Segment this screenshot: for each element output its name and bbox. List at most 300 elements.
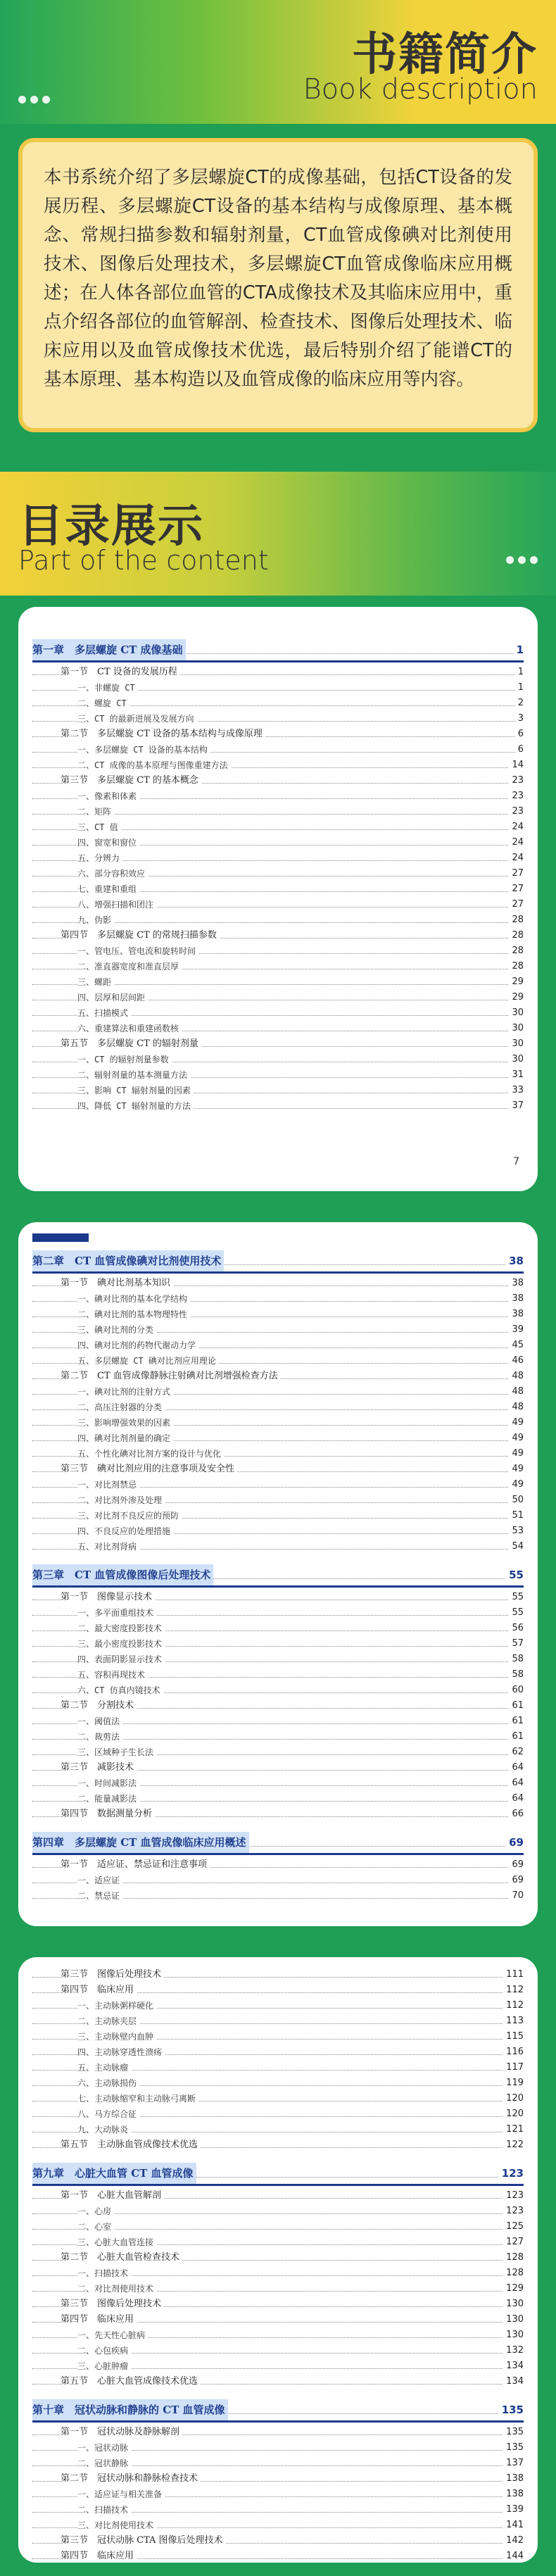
chapter-underline <box>32 2420 524 2423</box>
toc-entry-page: 48 <box>509 1369 524 1384</box>
toc-section-row <box>32 2137 524 2153</box>
toc-chapter-row <box>32 1564 524 1585</box>
toc-entry-page: 122 <box>503 2137 524 2153</box>
toc-item-row <box>32 2204 524 2219</box>
toc-section-row <box>32 2425 524 2440</box>
toc-entry-page: 60 <box>509 1683 524 1698</box>
toc-section-row <box>32 1857 524 1873</box>
toc-entry-label: 四、表面阴影显示技术 <box>77 1652 165 1667</box>
toc-list <box>32 1250 524 1904</box>
toc-entry-page: 138 <box>503 2471 524 2487</box>
toc-entry-page: 23 <box>509 773 524 788</box>
toc-entry-label: 第三节 碘对比剂应用的注意事项及安全性 <box>61 1462 237 1477</box>
toc-item-row <box>32 696 524 711</box>
toc-entry-label: 五、分辨力 <box>77 850 122 866</box>
toc-entry-page: 121 <box>503 2122 524 2137</box>
toc-item-row <box>32 1621 524 1636</box>
toc-item-row <box>32 1539 524 1554</box>
toc-entry-label: 五、个性化碘对比剂方案的设计与优化 <box>77 1446 224 1462</box>
toc-entry-label: 第三章 CT 血管成像图像后处理技术 <box>32 1564 213 1585</box>
toc-entry-page: 23 <box>509 804 524 819</box>
toc-entry-page: 3 <box>515 711 524 727</box>
toc-entry-page: 6 <box>515 742 524 758</box>
toc-entry-page: 39 <box>509 1322 524 1338</box>
toc-entry-page: 112 <box>503 1983 524 1998</box>
toc-item-row <box>32 1745 524 1760</box>
toc-item-row <box>32 742 524 758</box>
toc-entry-page: 69 <box>509 1873 524 1888</box>
toc-item-row <box>32 2281 524 2297</box>
toc-entry-page: 141 <box>503 2518 524 2533</box>
toc-entry-page: 30 <box>509 1021 524 1036</box>
intro-text: 本书系统介绍了多层螺旋CT的成像基础，包括CT设备的发展历程、多层螺旋CT设备的基本结构与成像原理、基本概念、常规扫描参数和辐射剂量，CT血管成像碘对比剂使用技术、图像后处理技术，多层螺旋CT血管成像临床应用概述；在人体各部位血管的CTA成像技术及其临床应用中，重点介绍各部位的血管解剖、检查技术、图像后处理技术、临床应用以及血管成像技术优选，最后特别介绍了能谱CT的基本原理、基本构造以及血管成像的临床应用等内容。 <box>44 167 512 390</box>
toc-entry-label: 三、影响增强效果的因素 <box>77 1415 173 1431</box>
toc-entry-page: 123 <box>503 2204 524 2219</box>
toc-entry-label: 六、部分容积效应 <box>77 866 148 881</box>
toc-item-row <box>32 1652 524 1667</box>
toc-section-row <box>32 2549 524 2563</box>
toc-item-row <box>32 788 524 804</box>
chapter-underline <box>32 1585 524 1588</box>
toc-entry-label: 三、主动脉壁内血肿 <box>77 2029 156 2044</box>
toc-entry-label: 七、重建和重组 <box>77 881 139 897</box>
toc-entry-page: 132 <box>503 2343 524 2358</box>
toc-entry-label: 二、能量减影法 <box>77 1791 139 1807</box>
toc-entry-page: 1 <box>514 639 524 660</box>
toc-entry-label: 第四节 数据测量分析 <box>61 1807 155 1822</box>
toc-entry-label: 四、碘对比剂的药物代谢动力学 <box>77 1338 198 1353</box>
toc-entry-page: 38 <box>506 1250 524 1271</box>
toc-section-row <box>32 1698 524 1714</box>
toc-item-row <box>32 2502 524 2518</box>
toc-entry-page: 139 <box>503 2502 524 2518</box>
toc-entry-page: 61 <box>509 1729 524 1745</box>
toc-chapter-row <box>32 2163 524 2184</box>
toc-item-row <box>32 1888 524 1904</box>
toc-entry-label: 第四节 临床应用 <box>61 1983 137 1998</box>
toc-section-row <box>32 1807 524 1822</box>
toc-entry-page: 64 <box>509 1760 524 1776</box>
toc-entry-page: 127 <box>503 2235 524 2250</box>
toc-entry-label: 七、主动脉缩窄和主动脉弓离断 <box>77 2091 198 2106</box>
toc-item-row <box>32 850 524 866</box>
toc-item-row <box>32 2440 524 2456</box>
toc-item-row <box>32 866 524 881</box>
toc-item-row <box>32 959 524 974</box>
toc-entry-label: 二、辐射剂量的基本测量方法 <box>77 1067 190 1083</box>
toc-entry-page: 55 <box>509 1590 524 1605</box>
toc-entry-label: 一、对比剂禁忌 <box>77 1477 139 1493</box>
header-tab <box>32 1233 89 1242</box>
toc-entry-page: 64 <box>509 1776 524 1791</box>
toc-entry-page: 48 <box>509 1400 524 1415</box>
toc-entry-page: 50 <box>509 1493 524 1508</box>
toc-entry-page: 69 <box>509 1857 524 1873</box>
toc-entry-label: 一、适应证与相关准备 <box>77 2487 165 2502</box>
toc-item-row <box>32 804 524 819</box>
toc-entry-label: 第五节 多层螺旋 CT 的辐射剂量 <box>61 1036 201 1052</box>
toc-item-row <box>32 1446 524 1462</box>
toc-entry-label: 二、扫描技术 <box>77 2502 131 2518</box>
toc-entry-page: 111 <box>503 1967 524 1983</box>
toc-entry-label: 第二节 分割技术 <box>61 1698 137 1714</box>
intro-section <box>0 124 556 472</box>
toc-item-row <box>32 1776 524 1791</box>
toc-entry-label: 二、CT 成像的基本原理与图像重建方法 <box>77 758 231 773</box>
toc-entry-page: 142 <box>503 2533 524 2549</box>
toc-entry-label: 二、高压注射器的分类 <box>77 1400 165 1415</box>
toc-entry-label: 二、矩阵 <box>77 804 114 819</box>
toc-entry-label: 第一节 图像显示技术 <box>61 1590 155 1605</box>
toc-entry-label: 三、区域种子生长法 <box>77 1745 156 1760</box>
toc-section-row <box>32 2188 524 2204</box>
toc-entry-label: 二、螺旋 CT <box>77 696 129 711</box>
toc-entry-label: 第二节 心脏大血管检查技术 <box>61 2250 182 2266</box>
book-description-banner <box>0 0 556 124</box>
toc-entry-page: 49 <box>509 1415 524 1431</box>
toc-entry-page: 128 <box>503 2250 524 2266</box>
toc-entry-label: 一、适应证 <box>77 1873 122 1888</box>
toc-entry-page: 129 <box>503 2281 524 2297</box>
toc-entry-page: 66 <box>509 1807 524 1822</box>
toc-entry-page: 120 <box>503 2091 524 2106</box>
toc-entry-label: 一、管电压、管电流和旋转时间 <box>77 943 198 959</box>
toc-entry-page: 137 <box>503 2456 524 2471</box>
toc-item-row <box>32 2487 524 2502</box>
toc-entry-label: 三、心脏肿瘤 <box>77 2358 131 2374</box>
toc-entry-page: 135 <box>503 2425 524 2440</box>
toc-entry-page: 116 <box>503 2044 524 2060</box>
toc-item-row <box>32 2327 524 2343</box>
toc-entry-page: 27 <box>509 866 524 881</box>
toc-entry-page: 24 <box>509 835 524 850</box>
toc-section-row <box>32 2297 524 2312</box>
toc-entry-label: 四、主动脉穿透性溃疡 <box>77 2044 165 2060</box>
toc-entry-page: 130 <box>503 2312 524 2327</box>
toc-entry-page: 49 <box>509 1462 524 1477</box>
toc-item-row <box>32 2029 524 2044</box>
toc-entry-page: 1 <box>515 680 524 696</box>
toc-entry-page: 123 <box>503 2188 524 2204</box>
toc-entry-label: 一、碘对比剂的基本化学结构 <box>77 1291 190 1307</box>
toc-section-row <box>32 773 524 788</box>
toc-section-row <box>32 1760 524 1776</box>
toc-entry-page: 31 <box>509 1067 524 1083</box>
toc-entry-label: 第九章 心脏大血管 CT 血管成像 <box>32 2163 196 2184</box>
toc-entry-page: 113 <box>503 2013 524 2029</box>
toc-entry-label: 二、冠状静脉 <box>77 2456 131 2471</box>
toc-entry-label: 六、CT 仿真内镜技术 <box>77 1683 163 1698</box>
toc-chapter-row <box>32 639 524 660</box>
toc-entry-label: 三、CT 的最新进展及发展方向 <box>77 711 197 727</box>
toc-entry-page: 29 <box>509 990 524 1005</box>
toc-entry-label: 四、层厚和层间距 <box>77 990 148 1005</box>
toc-entry-page: 54 <box>509 1539 524 1554</box>
toc-entry-label: 第三节 图像后处理技术 <box>61 2297 164 2312</box>
toc-entry-label: 一、碘对比剂的注射方式 <box>77 1384 173 1400</box>
toc-entry-label: 一、多层螺旋 CT 设备的基本结构 <box>77 742 210 758</box>
toc-item-row <box>32 943 524 959</box>
toc-item-row <box>32 1431 524 1446</box>
toc-entry-page: 49 <box>509 1477 524 1493</box>
toc-item-row <box>32 1098 524 1114</box>
contents-title: 目录展示 <box>18 501 204 553</box>
decorative-dots <box>18 96 50 103</box>
toc-entry-page: 119 <box>503 2075 524 2091</box>
toc-entry-label: 二、对比剂使用技术 <box>77 2281 156 2297</box>
toc-entry-label: 二、心包疾病 <box>77 2343 131 2358</box>
toc-item-row <box>32 2060 524 2075</box>
toc-entry-label: 第一章 多层螺旋 CT 成像基础 <box>32 639 186 660</box>
toc-entry-page: 49 <box>509 1431 524 1446</box>
toc-item-row <box>32 680 524 696</box>
toc-item-row <box>32 819 524 835</box>
toc-entry-label: 第一节 CT 设备的发展历程 <box>61 665 180 680</box>
toc-entry-label: 第一节 心脏大血管解剖 <box>61 2188 164 2204</box>
toc-entry-label: 一、心房 <box>77 2204 114 2219</box>
toc-item-row <box>32 1291 524 1307</box>
toc-entry-label: 第五节 主动脉血管成像技术优选 <box>61 2137 201 2153</box>
toc-entry-page: 48 <box>509 1384 524 1400</box>
toc-entry-page: 55 <box>509 1605 524 1621</box>
toc-entry-page: 62 <box>509 1745 524 1760</box>
decorative-dots <box>506 556 538 564</box>
toc-entry-label: 九、伪影 <box>77 912 114 928</box>
toc-entry-label: 一、先天性心脏病 <box>77 2327 148 2343</box>
toc-item-row <box>32 2343 524 2358</box>
toc-item-row <box>32 1400 524 1415</box>
toc-entry-page: 128 <box>503 2266 524 2281</box>
toc-section-row <box>32 2374 524 2389</box>
toc-entry-label: 九、大动脉炎 <box>77 2122 131 2137</box>
toc-item-row <box>32 1052 524 1067</box>
toc-chapter-row <box>32 1832 524 1853</box>
toc-entry-page: 134 <box>503 2358 524 2374</box>
toc-entry-label: 第一节 碘对比剂基本知识 <box>61 1276 173 1291</box>
toc-item-row <box>32 2075 524 2091</box>
toc-entry-label: 三、CT 值 <box>77 819 121 835</box>
toc-entry-label: 第三节 图像后处理技术 <box>61 1967 164 1983</box>
toc-entry-label: 五、容积再现技术 <box>77 1667 148 1683</box>
toc-entry-label: 第三节 冠状动脉 CTA 图像后处理技术 <box>61 2533 226 2549</box>
toc-entry-page: 117 <box>503 2060 524 2075</box>
toc-entry-label: 一、非螺旋 CT <box>77 680 138 696</box>
book-description-subtitle: Book description <box>303 73 538 106</box>
toc-entry-page: 30 <box>509 1036 524 1052</box>
toc-entry-label: 第十章 冠状动脉和静脉的 CT 血管成像 <box>32 2399 228 2420</box>
toc-entry-page: 61 <box>509 1714 524 1729</box>
toc-entry-page: 38 <box>509 1307 524 1322</box>
toc-entry-page: 37 <box>509 1098 524 1114</box>
toc-item-row <box>32 1791 524 1807</box>
toc-section-row <box>32 2312 524 2327</box>
toc-chapter-row <box>32 2399 524 2420</box>
toc-entry-label: 六、主动脉损伤 <box>77 2075 139 2091</box>
toc-item-row <box>32 2518 524 2533</box>
toc-item-row <box>32 881 524 897</box>
toc-entry-page: 30 <box>509 1052 524 1067</box>
toc-entry-label: 二、心室 <box>77 2219 114 2235</box>
chapter-underline <box>32 2184 524 2186</box>
toc-item-row <box>32 1353 524 1369</box>
page-number: 7 <box>513 1156 519 1167</box>
toc-item-row <box>32 1714 524 1729</box>
toc-entry-label: 三、对比剂不良反应的预防 <box>77 1508 182 1523</box>
toc-entry-label: 第一节 适应证、禁忌证和注意事项 <box>61 1857 210 1873</box>
toc-entry-page: 28 <box>509 912 524 928</box>
toc-entry-page: 57 <box>509 1636 524 1652</box>
toc-entry-page: 28 <box>509 959 524 974</box>
toc-entry-page: 27 <box>509 881 524 897</box>
toc-entry-page: 23 <box>509 788 524 804</box>
toc-entry-label: 二、裁剪法 <box>77 1729 122 1745</box>
toc-entry-label: 二、对比剂外渗及处理 <box>77 1493 165 1508</box>
toc-entry-label: 第四节 临床应用 <box>61 2549 137 2563</box>
toc-item-row <box>32 1477 524 1493</box>
toc-entry-page: 6 <box>515 727 524 742</box>
toc-section-row <box>32 1276 524 1291</box>
toc-entry-page: 28 <box>509 943 524 959</box>
chapter-underline <box>32 1271 524 1274</box>
toc-entry-page: 14 <box>509 758 524 773</box>
toc-section-row <box>32 727 524 742</box>
toc-section-row <box>32 1590 524 1605</box>
toc-item-row <box>32 897 524 912</box>
toc-item-row <box>32 1683 524 1698</box>
toc-entry-label: 四、不良反应的处理措施 <box>77 1523 173 1539</box>
toc-entry-label: 四、窗宽和窗位 <box>77 835 139 850</box>
toc-item-row <box>32 1729 524 1745</box>
toc-entry-page: 58 <box>509 1667 524 1683</box>
toc-item-row <box>32 1307 524 1322</box>
toc-item-row <box>32 2013 524 2029</box>
toc-item-row <box>32 1605 524 1621</box>
toc-entry-label: 第四节 临床应用 <box>61 2312 137 2327</box>
toc-entry-label: 一、CT 的辐射剂量参数 <box>77 1052 172 1067</box>
toc-entry-label: 八、增强扫描和团注 <box>77 897 156 912</box>
toc-entry-page: 29 <box>509 974 524 990</box>
toc-item-row <box>32 1338 524 1353</box>
toc-list <box>32 639 524 1114</box>
toc-entry-label: 三、最小密度投影技术 <box>77 1636 165 1652</box>
toc-entry-page: 64 <box>509 1791 524 1807</box>
toc-entry-page: 28 <box>509 928 524 943</box>
toc-entry-page: 135 <box>499 2399 524 2420</box>
toc-entry-label: 一、阈值法 <box>77 1714 122 1729</box>
toc-entry-label: 二、主动脉夹层 <box>77 2013 139 2029</box>
toc-entry-label: 一、冠状动脉 <box>77 2440 131 2456</box>
toc-item-row <box>32 1067 524 1083</box>
toc-entry-page: 120 <box>503 2106 524 2122</box>
toc-entry-label: 五、扫描模式 <box>77 1005 131 1021</box>
toc-entry-label: 第二节 多层螺旋 CT 设备的基本结构与成像原理 <box>61 727 265 742</box>
toc-entry-label: 四、碘对比剂剂量的确定 <box>77 1431 173 1446</box>
book-description-title: 书籍简介 <box>352 29 538 81</box>
toc-section-row <box>32 1369 524 1384</box>
toc-entry-page: 45 <box>509 1338 524 1353</box>
contents-banner <box>0 472 556 596</box>
toc-entry-page: 2 <box>515 696 524 711</box>
chapter-underline <box>32 1853 524 1855</box>
toc-section-row <box>32 1983 524 1998</box>
toc-item-row <box>32 990 524 1005</box>
toc-item-row <box>32 2106 524 2122</box>
toc-item-row <box>32 1523 524 1539</box>
toc-entry-label: 三、螺距 <box>77 974 114 990</box>
toc-item-row <box>32 1415 524 1431</box>
toc-entry-label: 第一节 冠状动脉及静脉解剖 <box>61 2425 182 2440</box>
toc-entry-page: 61 <box>509 1698 524 1714</box>
toc-entry-label: 第五节 心脏大血管成像技术优选 <box>61 2374 201 2389</box>
toc-page-1 <box>18 607 538 1191</box>
toc-section-row <box>32 928 524 943</box>
toc-entry-page: 144 <box>503 2549 524 2563</box>
toc-entry-label: 五、对比剂肾病 <box>77 1539 139 1554</box>
toc-entry-page: 24 <box>509 850 524 866</box>
toc-entry-page: 130 <box>503 2327 524 2343</box>
toc-entry-page: 33 <box>509 1083 524 1098</box>
toc-item-row <box>32 1493 524 1508</box>
toc-entry-label: 第四章 多层螺旋 CT 血管成像临床应用概述 <box>32 1832 249 1853</box>
toc-item-row <box>32 835 524 850</box>
toc-chapter-row <box>32 1250 524 1271</box>
toc-item-row <box>32 2456 524 2471</box>
toc-entry-label: 三、心脏大血管连接 <box>77 2235 156 2250</box>
toc-entry-page: 56 <box>509 1621 524 1636</box>
toc-entry-page: 70 <box>509 1888 524 1904</box>
toc-section-row <box>32 1967 524 1983</box>
toc-entry-page: 125 <box>503 2219 524 2235</box>
toc-item-row <box>32 1083 524 1098</box>
toc-entry-page: 1 <box>515 665 524 680</box>
toc-entry-label: 三、影响 CT 辐射剂量的因素 <box>77 1083 194 1098</box>
toc-entry-label: 二、禁忌证 <box>77 1888 122 1904</box>
toc-entry-label: 一、多平面重组技术 <box>77 1605 156 1621</box>
toc-entry-label: 四、降低 CT 辐射剂量的方法 <box>77 1098 194 1114</box>
toc-item-row <box>32 2122 524 2137</box>
toc-section-row <box>32 1462 524 1477</box>
toc-item-row <box>32 1508 524 1523</box>
toc-entry-label: 六、重建算法和重建函数核 <box>77 1021 182 1036</box>
toc-entry-page: 38 <box>509 1276 524 1291</box>
toc-item-row <box>32 1636 524 1652</box>
toc-entry-page: 27 <box>509 897 524 912</box>
toc-entry-label: 第二节 CT 血管成像静脉注射碘对比剂增强检查方法 <box>61 1369 281 1384</box>
toc-item-row <box>32 2266 524 2281</box>
toc-entry-page: 115 <box>503 2029 524 2044</box>
toc-entry-page: 58 <box>509 1652 524 1667</box>
toc-entry-page: 38 <box>509 1291 524 1307</box>
toc-entry-label: 第二节 冠状动脉和静脉检查技术 <box>61 2471 201 2487</box>
toc-entry-page: 30 <box>509 1005 524 1021</box>
intro-card <box>18 138 538 432</box>
toc-entry-page: 130 <box>503 2297 524 2312</box>
toc-entry-label: 八、马方综合征 <box>77 2106 139 2122</box>
toc-item-row <box>32 2091 524 2106</box>
toc-entry-label: 五、多层螺旋 CT 碘对比剂应用理论 <box>77 1353 219 1369</box>
toc-item-row <box>32 2358 524 2374</box>
toc-entry-page: 138 <box>503 2487 524 2502</box>
toc-entry-label: 二、准直器宽度和准直层厚 <box>77 959 182 974</box>
toc-entry-label: 第二章 CT 血管成像碘对比剂使用技术 <box>32 1250 224 1271</box>
toc-section-row <box>32 665 524 680</box>
toc-entry-label: 第三节 多层螺旋 CT 的基本概念 <box>61 773 201 788</box>
chapter-underline <box>32 660 524 662</box>
toc-entry-label: 一、像素和体素 <box>77 788 139 804</box>
toc-item-row <box>32 2235 524 2250</box>
toc-entry-label: 第四节 多层螺旋 CT 的常规扫描参数 <box>61 928 220 943</box>
toc-entry-page: 123 <box>499 2163 524 2184</box>
